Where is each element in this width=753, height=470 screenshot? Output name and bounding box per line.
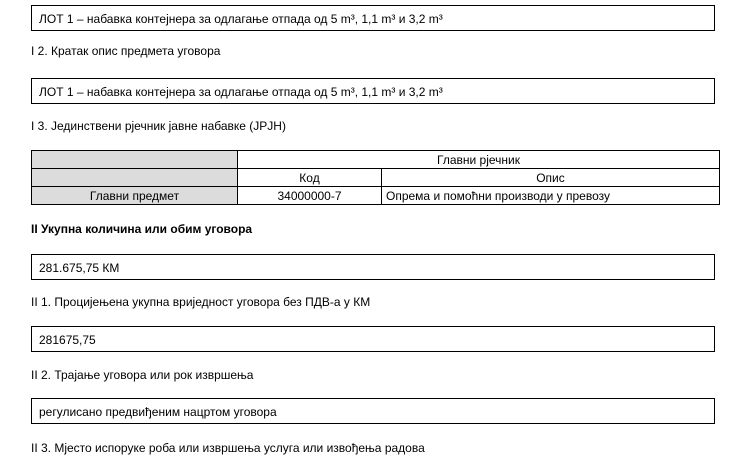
cpv-main-dictionary-header: Главни рјечник <box>238 151 720 169</box>
cpv-description-value: Опрема и помоћни производи у превозу <box>382 187 720 205</box>
cpv-code-header: Код <box>238 169 382 187</box>
cpv-table <box>31 150 720 205</box>
estimated-value-label: II 1. Процијењена укупна вриједност уговора без ПДВ-а у КМ <box>31 295 371 309</box>
short-description-label: I 2. Кратак опис предмета уговора <box>31 44 221 58</box>
lot-description-box: ЛОТ 1 – набавка контејнера за одлагање отпада од 5 m³, 1,1 m³ и 3,2 m³ <box>31 5 715 31</box>
duration-label: II 2. Трајање уговора или рок извршења <box>31 368 254 382</box>
cpv-empty-header-cell-2 <box>32 169 238 187</box>
delivery-place-label: II 3. Мјесто испоруке роба или извршења услуга или извођења радова <box>31 441 425 455</box>
cpv-label: I 3. Јединствени рјечник јавне набавке (JPJH) <box>31 119 286 133</box>
cpv-description-header: Опис <box>382 169 720 187</box>
total-quantity-box: 281.675,75 КМ <box>31 254 715 280</box>
duration-box: регулисано предвиђеним нацртом уговора <box>31 398 715 424</box>
cpv-main-subject-label: Главни предмет <box>32 187 238 205</box>
total-quantity-label: II Укупна количина или обим уговора <box>31 222 253 236</box>
estimated-value-box: 281675,75 <box>31 326 715 352</box>
cpv-empty-header-cell <box>32 151 238 169</box>
cpv-code-value: 34000000-7 <box>238 187 382 205</box>
short-description-box: ЛОТ 1 – набавка контејнера за одлагање отпада од 5 m³, 1,1 m³ и 3,2 m³ <box>31 78 715 104</box>
